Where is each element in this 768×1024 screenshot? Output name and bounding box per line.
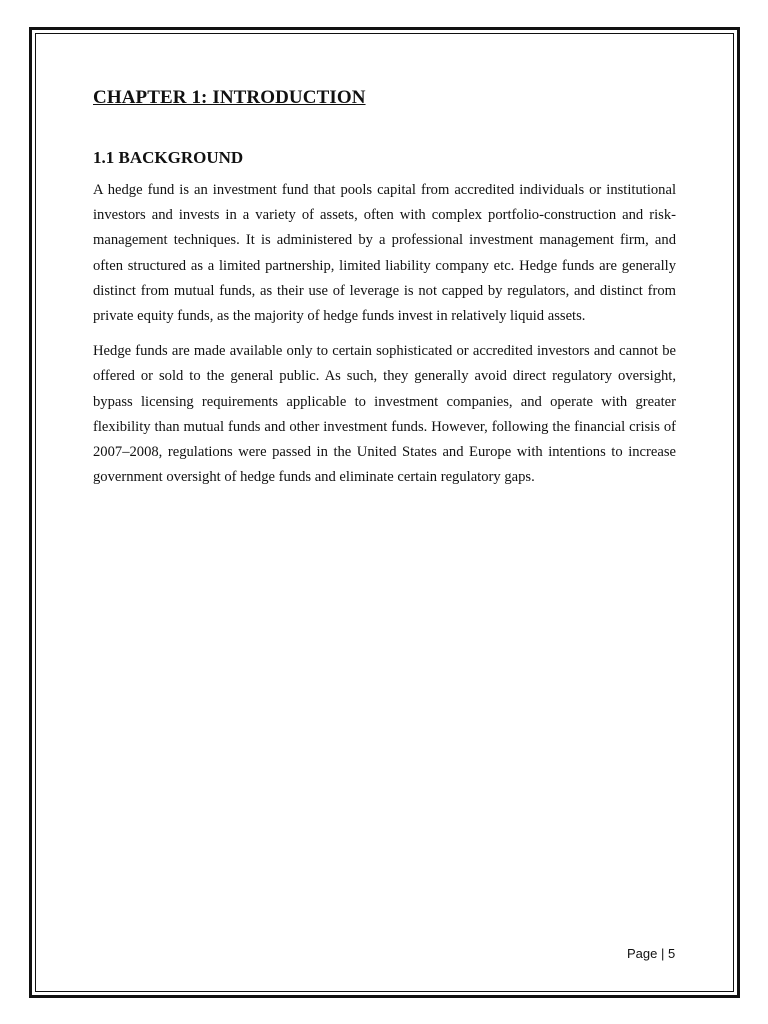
section-title: 1.1 BACKGROUND [93,148,244,167]
page-content [93,84,676,490]
paragraph-1: A hedge fund is an investment fund that pools capital from accredited individuals or institutional investors and invests in a variety of assets, often with complex portfolio-construction and risk-management techniques. It is administered by a professional investment management firm, and often structured as a limited partnership, limited liability company etc. Hedge funds are generally distinct from mutual funds, as their use of leverage is not capped by regulators, and distinct from private equity funds, as the majority of hedge funds invest in relatively liquid assets. [93,182,676,325]
chapter-title: CHAPTER 1: INTRODUCTION [93,87,366,108]
paragraph-2: Hedge funds are made available only to certain sophisticated or accredited investors and cannot be offered or sold to the general public. As such, they generally avoid direct regulatory oversight, bypass licensing requirements applicable to investment companies, and operate with greater flexibility than mutual funds and other investment funds. However, following the financial crisis of 2007–2008, regulations were passed in the United States and Europe with intentions to increase government oversight of hedge funds and eliminate certain regulatory gaps. [93,343,676,486]
page-number: Page | 5 [627,946,676,961]
